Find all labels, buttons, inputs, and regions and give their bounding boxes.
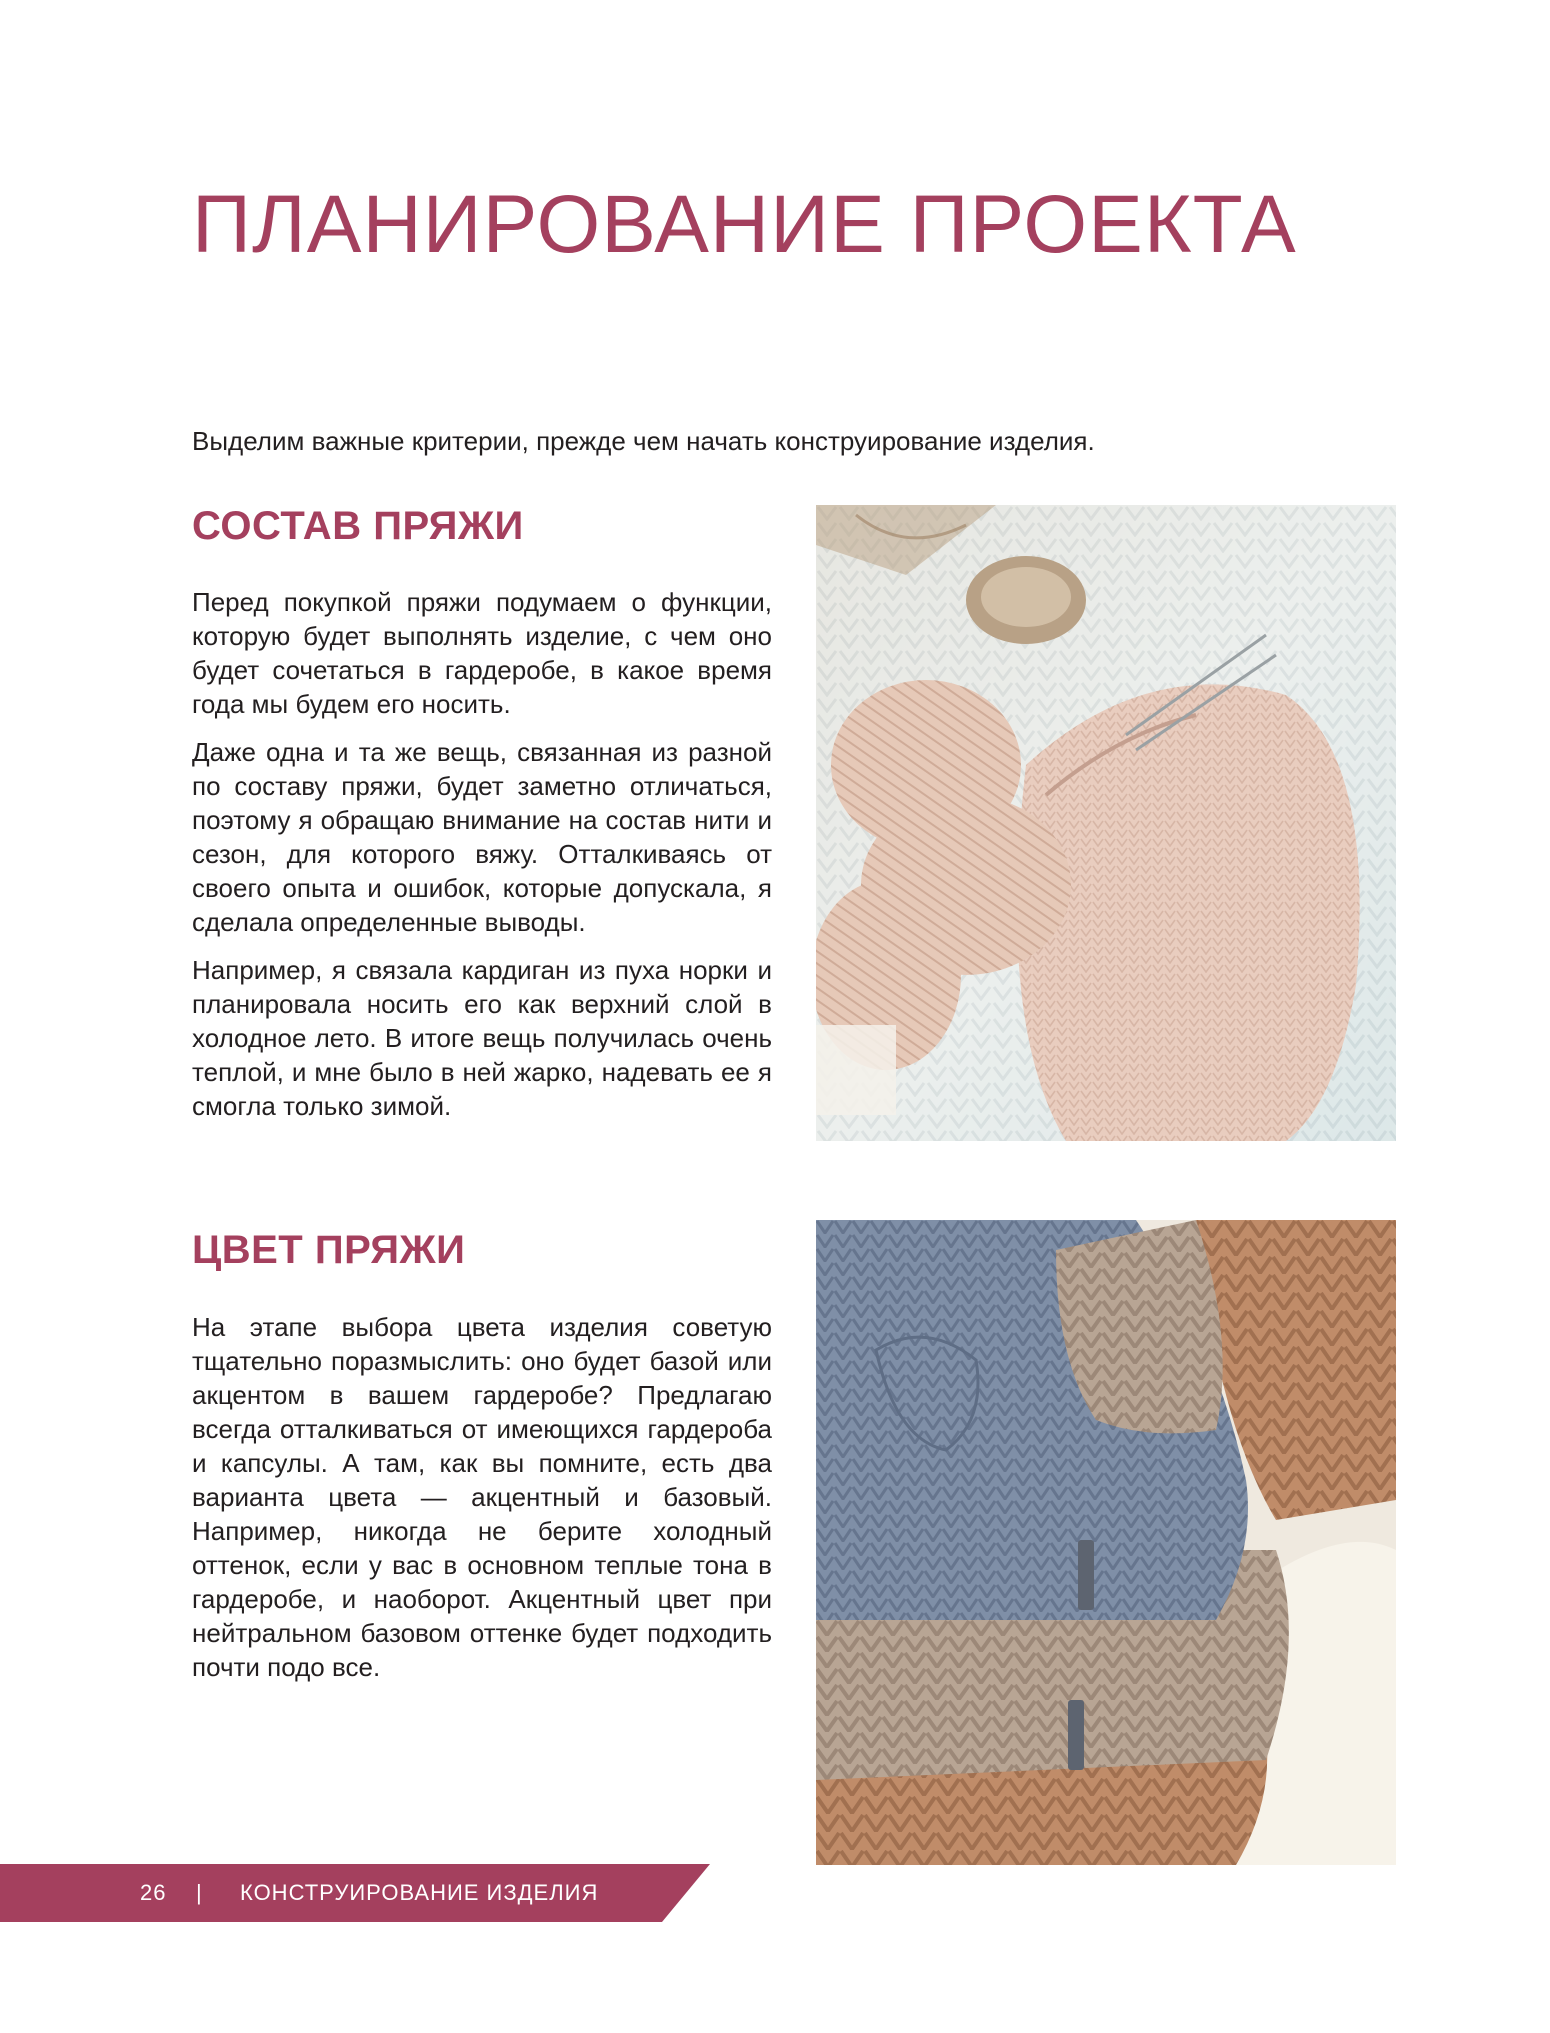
- section-heading-yarn-color: ЦВЕТ ПРЯЖИ: [192, 1228, 466, 1272]
- page-number: 26: [140, 1880, 167, 1905]
- page-title: ПЛАНИРОВАНИЕ ПРОЕКТА: [192, 179, 1297, 270]
- yarn-composition-text: [192, 585, 772, 1137]
- yarn-skeins-photo: [816, 505, 1396, 1141]
- intro-text: Выделим важные критерии, прежде чем начать конструирование изделия.: [192, 426, 1095, 456]
- footer-separator: |: [196, 1880, 203, 1905]
- section-heading-yarn-composition: СОСТАВ ПРЯЖИ: [192, 504, 524, 548]
- paragraph: На этапе выбора цвета изделия советую тщательно поразмыслить: оно будет базой или акцентом в вашем гардеробе? Предлагаю всегда отталкиваться от имеющихся гардероба и капсулы. А там, как вы помните, есть два варианта цвета — акцентный и базовый. Например, никогда не берите холодный оттенок, если у вас в основном теплые тона в гардеробе, и наоборот. Акцентный цвет при нейтральном базовом оттенке будет подходить почти подо все.: [192, 1312, 772, 1682]
- yarn-color-text: [192, 1310, 772, 1698]
- knit-sweaters-photo: [816, 1220, 1396, 1865]
- paragraph: Даже одна и та же вещь, связанная из разной по составу пряжи, будет заметно отличаться, поэтому я обращаю внимание на состав нити и сезон, для которого вяжу. Отталкиваясь от своего опыта и ошибок, которые допускала, я сделала определенные выводы.: [192, 737, 772, 937]
- paragraph: Перед покупкой пряжи подумаем о функции, которую будет выполнять изделие, с чем оно будет сочетаться в гардеробе, в какое время года мы будем его носить.: [192, 587, 772, 719]
- paragraph: Например, я связала кардиган из пуха норки и планировала носить его как верхний слой в холодное лето. В итоге вещь получилась очень теплой, и мне было в ней жарко, надевать ее я смогла только зимой.: [192, 955, 772, 1121]
- chapter-title: КОНСТРУИРОВАНИЕ ИЗДЕЛИЯ: [240, 1880, 599, 1905]
